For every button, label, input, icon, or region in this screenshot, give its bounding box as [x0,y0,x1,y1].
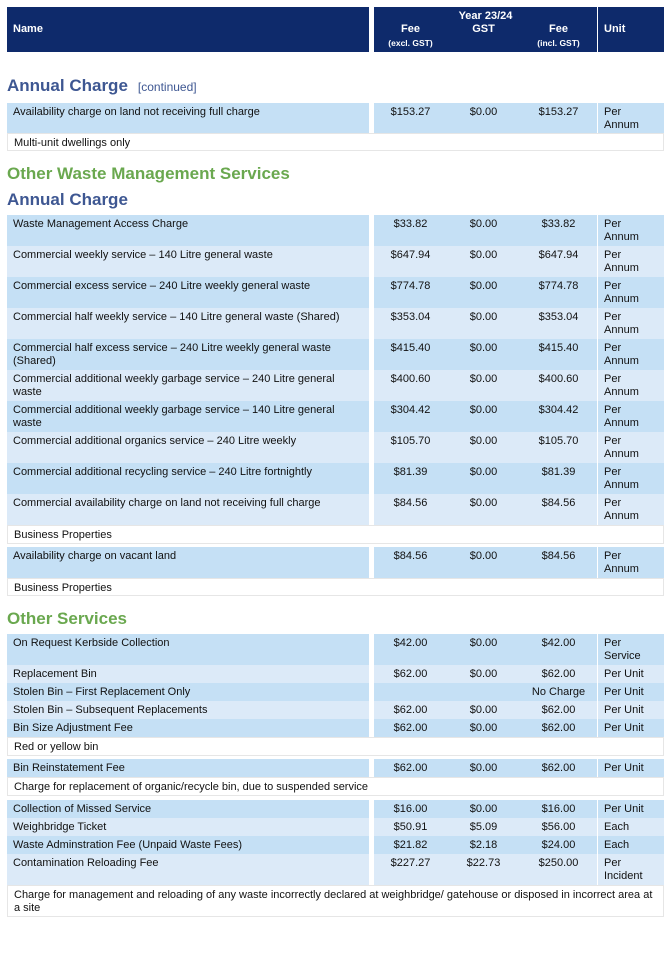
fee-excl-cell: $415.40 [374,339,447,370]
gst-cell: $0.00 [447,432,520,463]
unit-cell: Per Annum [598,246,664,277]
header-fee: Fee [401,23,420,35]
fee-name-cell: Commercial half excess service – 240 Litre weekly general waste (Shared) [7,339,369,370]
gst-cell: $5.09 [447,818,520,836]
fee-incl-cell: $84.56 [520,494,597,525]
fee-excl-cell: $774.78 [374,277,447,308]
continued-label: [continued] [137,80,197,94]
table-row [7,719,664,737]
unit-cell: Per Annum [598,103,664,133]
unit-cell: Each [598,818,664,836]
fee-table [7,7,664,917]
section-title-annual-charge: Annual Charge [7,190,128,209]
fee-incl-cell: $304.42 [520,401,597,432]
header-year: Year 23/24 [458,10,513,22]
header-fee-inc: Fee [549,23,568,35]
table-row [7,759,664,777]
header-name: Name [13,23,43,35]
unit-cell: Per Service [598,634,664,665]
fee-name-cell: Commercial excess service – 240 Litre weekly general waste [7,277,369,308]
table-row [7,634,664,665]
sec3-rows-a [7,634,664,737]
sec1-rows [7,103,664,133]
fee-incl-cell: $62.00 [520,665,597,683]
unit-cell: Per Annum [598,370,664,401]
fee-incl-cell: $250.00 [520,854,597,885]
fee-name-cell: Commercial half weekly service – 140 Litre general waste (Shared) [7,308,369,339]
unit-cell: Per Annum [598,432,664,463]
gst-cell: $0.00 [447,665,520,683]
fee-incl-cell: $84.56 [520,547,597,578]
fee-name-cell: Commercial availability charge on land not receiving full charge [7,494,369,525]
note-red-yellow-bin: Red or yellow bin [7,737,664,756]
gst-cell: $0.00 [447,701,520,719]
fee-name-cell: Commercial additional recycling service – 240 Litre fortnightly [7,463,369,494]
table-row [7,800,664,818]
header-fee-inc-sub: (incl. GST) [537,38,580,48]
table-row [7,463,664,494]
table-row [7,246,664,277]
table-row [7,103,664,133]
fee-name-cell: Commercial additional weekly garbage service – 140 Litre general waste [7,401,369,432]
table-header [7,7,664,52]
unit-cell: Per Unit [598,683,664,701]
fee-name-cell: On Request Kerbside Collection [7,634,369,665]
fee-excl-cell [374,683,447,701]
unit-cell: Per Annum [598,215,664,246]
fee-excl-cell: $647.94 [374,246,447,277]
fee-name-cell: Commercial additional organics service – 240 Litre weekly [7,432,369,463]
gst-cell: $0.00 [447,759,520,777]
fee-incl-cell: $415.40 [520,339,597,370]
sec2-vacant-row [7,547,664,578]
section-title: Annual Charge [7,76,128,95]
table-row [7,215,664,246]
fee-incl-cell: $62.00 [520,719,597,737]
header-fee-sub: (excl. GST) [388,38,433,48]
fee-incl-cell: No Charge [520,683,597,701]
fee-name-cell: Contamination Reloading Fee [7,854,369,885]
fee-incl-cell: $353.04 [520,308,597,339]
header-name-bg [7,7,369,52]
fee-excl-cell: $42.00 [374,634,447,665]
unit-cell: Per Annum [598,401,664,432]
fee-name-cell: Waste Management Access Charge [7,215,369,246]
fee-excl-cell: $84.56 [374,547,447,578]
header-unit: Unit [604,23,626,35]
fee-incl-cell: $33.82 [520,215,597,246]
unit-cell: Per Unit [598,800,664,818]
fee-excl-cell: $62.00 [374,719,447,737]
table-row [7,339,664,370]
fee-incl-cell: $774.78 [520,277,597,308]
fee-name-cell: Waste Adminstration Fee (Unpaid Waste Fees) [7,836,369,854]
fee-excl-cell: $62.00 [374,665,447,683]
fee-name-cell: Bin Reinstatement Fee [7,759,369,777]
table-row [7,308,664,339]
fee-name-cell: Stolen Bin – Subsequent Replacements [7,701,369,719]
fee-name-cell: Bin Size Adjustment Fee [7,719,369,737]
gst-cell: $22.73 [447,854,520,885]
fee-excl-cell: $227.27 [374,854,447,885]
fee-incl-cell: $400.60 [520,370,597,401]
fee-incl-cell: $16.00 [520,800,597,818]
unit-cell: Per Unit [598,701,664,719]
table-row [7,494,664,525]
fee-excl-cell: $105.70 [374,432,447,463]
fee-excl-cell: $81.39 [374,463,447,494]
fee-name-cell: Collection of Missed Service [7,800,369,818]
table-row [7,854,664,885]
gst-cell: $0.00 [447,634,520,665]
note-multi-unit: Multi-unit dwellings only [7,133,664,151]
fee-excl-cell: $33.82 [374,215,447,246]
gst-cell: $0.00 [447,103,520,133]
fee-excl-cell: $84.56 [374,494,447,525]
fee-name-cell: Availability charge on land not receiving full charge [7,103,369,133]
unit-cell: Per Unit [598,719,664,737]
unit-cell: Each [598,836,664,854]
section-title-annual-charge-continued [7,76,664,98]
gst-cell: $2.18 [447,836,520,854]
gst-cell: $0.00 [447,339,520,370]
header-gst: GST [472,23,495,35]
fee-excl-cell: $62.00 [374,759,447,777]
fee-incl-cell: $62.00 [520,701,597,719]
unit-cell: Per Annum [598,339,664,370]
unit-cell: Per Unit [598,665,664,683]
fee-name-cell: Commercial weekly service – 140 Litre general waste [7,246,369,277]
fee-incl-cell: $24.00 [520,836,597,854]
gst-cell: $0.00 [447,547,520,578]
gst-cell: $0.00 [447,277,520,308]
fee-incl-cell: $56.00 [520,818,597,836]
note-replacement: Charge for replacement of organic/recycle bin, due to suspended service [7,777,664,796]
unit-cell: Per Annum [598,494,664,525]
fee-excl-cell: $21.82 [374,836,447,854]
unit-cell: Per Annum [598,463,664,494]
gst-cell [447,683,520,701]
table-row [7,683,664,701]
fee-incl-cell: $81.39 [520,463,597,494]
gst-cell: $0.00 [447,800,520,818]
fee-excl-cell: $16.00 [374,800,447,818]
fee-incl-cell: $647.94 [520,246,597,277]
table-row [7,401,664,432]
unit-cell: Per Unit [598,759,664,777]
section-title-other-services: Other Services [7,609,128,628]
fee-excl-cell: $62.00 [374,701,447,719]
group-title-other-waste: Other Waste Management Services [7,164,290,183]
gst-cell: $0.00 [447,719,520,737]
fee-name-cell: Replacement Bin [7,665,369,683]
fee-incl-cell: $153.27 [520,103,597,133]
gst-cell: $0.00 [447,401,520,432]
fee-excl-cell: $153.27 [374,103,447,133]
fee-name-cell: Commercial additional weekly garbage service – 240 Litre general waste [7,370,369,401]
table-row [7,432,664,463]
fee-name-cell: Weighbridge Ticket [7,818,369,836]
table-row [7,836,664,854]
fee-incl-cell: $62.00 [520,759,597,777]
unit-cell: Per Incident [598,854,664,885]
fee-excl-cell: $304.42 [374,401,447,432]
sec2-rows [7,215,664,525]
table-row [7,547,664,578]
gst-cell: $0.00 [447,308,520,339]
gst-cell: $0.00 [447,494,520,525]
sec3-rows-c [7,800,664,885]
note-business-properties: Business Properties [7,525,664,544]
table-row [7,370,664,401]
note-contamination: Charge for management and reloading of any waste incorrectly declared at weighbridge/ gatehouse or disposed in incorrect area at a site [7,885,664,917]
fee-excl-cell: $400.60 [374,370,447,401]
fee-incl-cell: $42.00 [520,634,597,665]
gst-cell: $0.00 [447,215,520,246]
fee-excl-cell: $50.91 [374,818,447,836]
fee-incl-cell: $105.70 [520,432,597,463]
note-business-properties-2: Business Properties [7,578,664,596]
gst-cell: $0.00 [447,370,520,401]
sec3-reinstate-row [7,759,664,777]
gst-cell: $0.00 [447,246,520,277]
unit-cell: Per Annum [598,308,664,339]
fee-name-cell: Availability charge on vacant land [7,547,369,578]
fee-name-cell: Stolen Bin – First Replacement Only [7,683,369,701]
unit-cell: Per Annum [598,277,664,308]
table-row [7,665,664,683]
table-row [7,701,664,719]
table-row [7,818,664,836]
fee-excl-cell: $353.04 [374,308,447,339]
unit-cell: Per Annum [598,547,664,578]
table-row [7,277,664,308]
gst-cell: $0.00 [447,463,520,494]
